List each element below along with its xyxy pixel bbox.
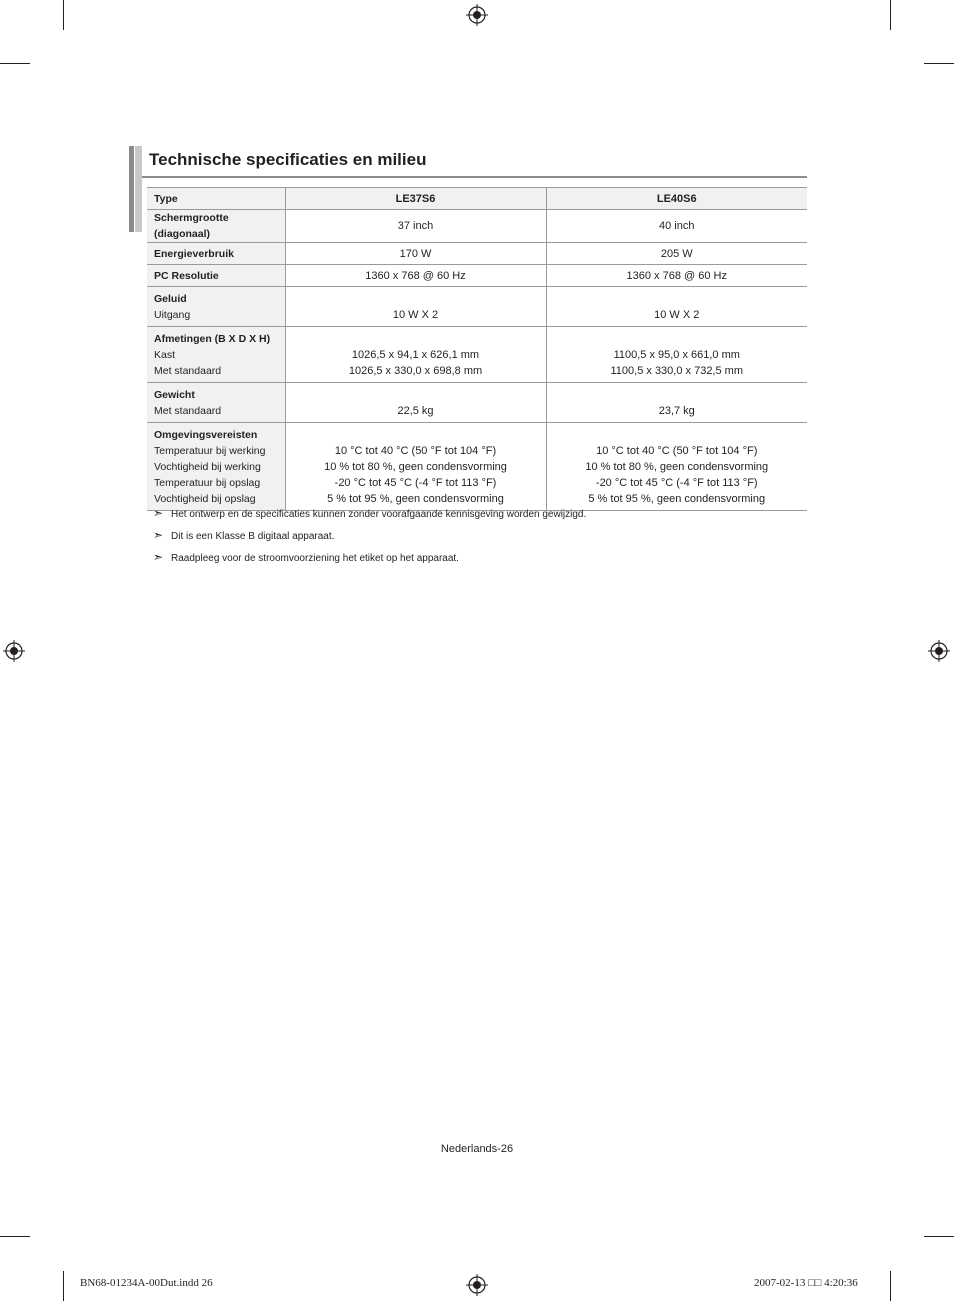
note [153, 528, 334, 542]
note-arrow-icon: ➣ [153, 506, 164, 520]
slug-timestamp: 2007-02-13 □□ 4:20:36 [754, 1277, 858, 1289]
cell-value: 10 % tot 80 %, geen condensvorming [585, 461, 769, 473]
crop-mark [63, 0, 64, 30]
row-sublabel: Temperatuur bij werking [154, 445, 266, 457]
heading-rule [142, 176, 807, 178]
page-number: Nederlands-26 [440, 1143, 514, 1155]
cell-value-group [285, 327, 546, 383]
row-sublabel: Vochtigheid bij opslag [154, 493, 256, 505]
cell-value-group [546, 383, 807, 423]
cell-value-group [546, 287, 807, 327]
cell-value: 10 W X 2 [654, 309, 700, 321]
row-sublabel: Uitgang [154, 309, 191, 321]
note-arrow-icon: ➣ [153, 528, 164, 542]
table-row [147, 327, 807, 383]
cell-value: 10 W X 2 [392, 309, 439, 321]
cell-value: 205 W [546, 243, 807, 265]
note [153, 550, 459, 564]
cell-value: 5 % tot 95 %, geen condensvorming [588, 493, 766, 505]
slug-file: BN68-01234A-00Dut.indd 26 [80, 1277, 213, 1289]
table-row [147, 287, 807, 327]
note-arrow-icon: ➣ [153, 550, 164, 564]
cell-value-group [285, 383, 546, 423]
cell-value-group [285, 287, 546, 327]
cell-value: 22,5 kg [397, 405, 434, 417]
registration-mark-icon [928, 640, 950, 662]
row-sublabel: Met standaard [154, 405, 222, 417]
row-label-cell [147, 423, 285, 511]
row-sublabel: Met standaard [154, 365, 222, 377]
page-title: Technische specificaties en milieu [149, 150, 427, 169]
crop-mark [0, 1236, 30, 1237]
cell-value: 170 W [285, 243, 546, 265]
registration-mark-icon [466, 4, 488, 26]
cell-value: 1026,5 x 94,1 x 626,1 mm [351, 349, 480, 361]
row-label: Schermgrootte (diagonaal) [147, 210, 285, 243]
row-label: Geluid [154, 293, 187, 305]
heading-accent-bar [135, 146, 142, 232]
row-sublabel: Kast [154, 349, 176, 361]
table-row [147, 243, 807, 265]
crop-mark [924, 63, 954, 64]
cell-value: 1360 x 768 @ 60 Hz [285, 265, 546, 287]
cell-value: 40 inch [546, 210, 807, 243]
crop-mark [890, 0, 891, 30]
cell-value: 23,7 kg [658, 405, 695, 417]
row-label-cell [147, 383, 285, 423]
crop-mark [63, 1271, 64, 1301]
table-row [147, 423, 807, 511]
row-label: Gewicht [154, 389, 195, 401]
crop-mark [890, 1271, 891, 1301]
cell-value: 1100,5 x 95,0 x 661,0 mm [613, 349, 740, 361]
registration-mark-icon [466, 1274, 488, 1296]
cell-value-group [546, 423, 807, 511]
crop-mark [0, 63, 30, 64]
cell-value-group [546, 327, 807, 383]
table-header-row [147, 188, 807, 210]
row-sublabel: Vochtigheid bij werking [154, 461, 261, 473]
registration-mark-icon [3, 640, 25, 662]
cell-value: 1100,5 x 330,0 x 732,5 mm [610, 365, 743, 377]
cell-value: 37 inch [285, 210, 546, 243]
header-label: Type [147, 188, 285, 210]
table-row [147, 265, 807, 287]
note [153, 506, 586, 520]
note-text: Dit is een Klasse B digitaal apparaat. [171, 531, 335, 542]
model-header: LE37S6 [285, 188, 546, 210]
row-label: Omgevingsvereisten [154, 429, 258, 441]
cell-value: -20 °C tot 45 °C (-4 °F tot 113 °F) [334, 477, 497, 489]
cell-value: 10 % tot 80 %, geen condensvorming [324, 461, 507, 473]
row-label: Energieverbruik [147, 243, 285, 265]
cell-value: 10 °C tot 40 °C (50 °F tot 104 °F) [334, 445, 497, 457]
table-row [147, 210, 807, 243]
heading-accent-bar [129, 146, 134, 232]
row-label-cell [147, 327, 285, 383]
cell-value: 5 % tot 95 %, geen condensvorming [327, 493, 504, 505]
table-row [147, 383, 807, 423]
spec-table [147, 187, 807, 511]
cell-value: -20 °C tot 45 °C (-4 °F tot 113 °F) [595, 477, 758, 489]
row-label: PC Resolutie [147, 265, 285, 287]
cell-value: 1026,5 x 330,0 x 698,8 mm [348, 365, 483, 377]
row-label: Afmetingen (B X D X H) [154, 333, 271, 345]
cell-value: 10 °C tot 40 °C (50 °F tot 104 °F) [596, 445, 758, 457]
crop-mark [924, 1236, 954, 1237]
row-sublabel: Temperatuur bij opslag [154, 477, 261, 489]
model-header: LE40S6 [546, 188, 807, 210]
note-text: Raadpleeg voor de stroomvoorziening het etiket op het apparaat. [171, 553, 459, 564]
row-label-cell [147, 287, 285, 327]
note-text: Het ontwerp en de specificaties kunnen zonder voorafgaande kennisgeving worden gewijzigd. [171, 509, 587, 520]
cell-value-group [285, 423, 546, 511]
cell-value: 1360 x 768 @ 60 Hz [546, 265, 807, 287]
